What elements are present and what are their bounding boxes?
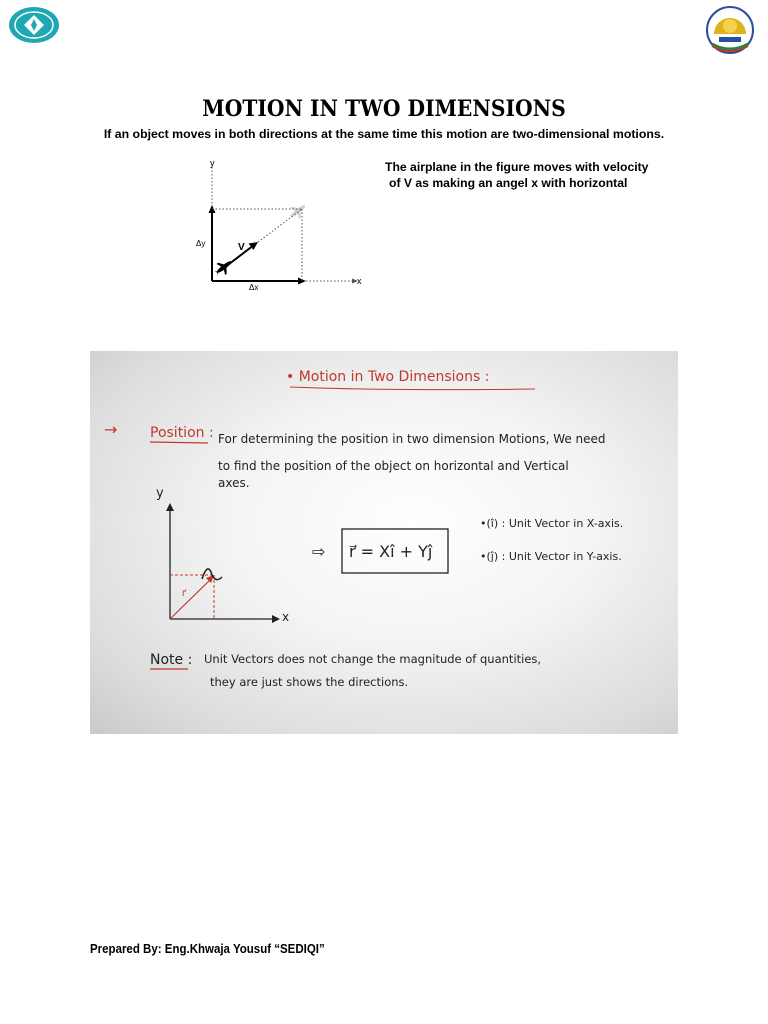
note-line-2: they are just shows the directions. bbox=[210, 675, 409, 689]
note-line-1: Unit Vectors does not change the magnitude of quantities, bbox=[204, 652, 542, 666]
position-label: Position : bbox=[150, 425, 214, 441]
position-line-3: axes. bbox=[218, 476, 250, 490]
position-arrow: → bbox=[104, 420, 118, 439]
graph-y-label: y bbox=[156, 486, 164, 501]
description-line-1: The airplane in the figure moves with velocity bbox=[385, 160, 649, 174]
diagram-y-label: y bbox=[210, 158, 215, 168]
diagram-x-label: x bbox=[357, 276, 362, 286]
handwritten-notes-photo bbox=[90, 351, 678, 734]
university-emblem-icon bbox=[8, 6, 60, 44]
ministry-seal-icon bbox=[704, 4, 756, 56]
graph-r-label: r⃗ bbox=[182, 589, 186, 599]
delta-y-label: Δy bbox=[196, 239, 206, 248]
position-line-2: to find the position of the object on horizontal and Vertical bbox=[218, 459, 569, 473]
description-line-2: of V as making an angel x with horizontal bbox=[389, 176, 628, 190]
position-line-1: For determining the position in two dimension Motions, We need bbox=[218, 432, 606, 446]
prepared-by-footer: Prepared By: Eng.Khwaja Yousuf “SEDIQI” bbox=[90, 942, 325, 956]
graph-x-label: x bbox=[282, 610, 290, 624]
position-formula: r⃗ = Xî + Yĵ bbox=[349, 542, 433, 561]
unit-i-note: •(î) : Unit Vector in X-axis. bbox=[480, 517, 624, 530]
delta-x-label: Δx bbox=[249, 283, 259, 292]
page-title: MOTION IN TWO DIMENSIONS bbox=[202, 96, 566, 122]
velocity-label: V bbox=[238, 242, 245, 253]
unit-j-note: •(ĵ) : Unit Vector in Y-axis. bbox=[480, 550, 622, 563]
airplane-description bbox=[385, 159, 685, 191]
note-label: Note : bbox=[150, 652, 193, 668]
implies-arrow: ⇨ bbox=[312, 542, 326, 561]
airplane-vector-diagram bbox=[190, 155, 370, 295]
notes-heading: • Motion in Two Dimensions : bbox=[286, 369, 490, 385]
intro-text: If an object moves in both directions at the same time this motion are two-dimensional motions. bbox=[103, 127, 665, 141]
